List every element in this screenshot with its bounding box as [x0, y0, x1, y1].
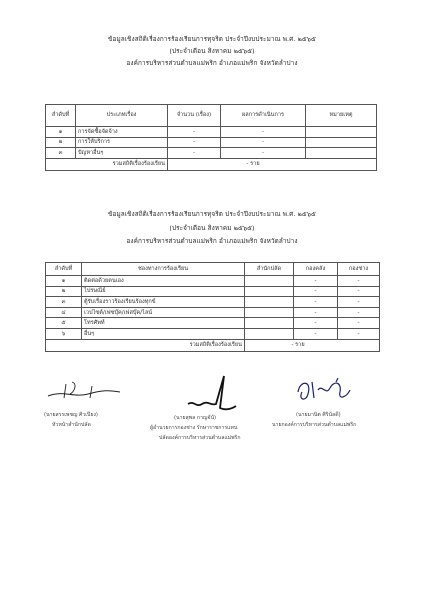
row-channel: อื่นๆ	[82, 328, 245, 339]
row-no: ๖	[46, 328, 82, 339]
row-finance: -	[294, 286, 338, 297]
row-channel: ไปรษณีย์	[82, 286, 245, 297]
row-no: ๔	[46, 307, 82, 318]
header-type: ประเภทเรื่อง	[76, 105, 168, 127]
report2-title-line3: องค์การบริหารส่วนตำบลแม่พริก อำเภอแม่พริก จังหวัดลำปาง	[126, 237, 298, 245]
row-works: -	[338, 318, 380, 329]
signature-2-name: (นายสุพล กาญจันั)	[174, 415, 217, 421]
row-count: -	[168, 148, 221, 159]
row-no: ๓	[46, 297, 82, 308]
header-remark: หมายเหตุ	[306, 105, 377, 127]
row-channel: เวปไซต์/เฟซบุ๊ค/เฟสบุ๊ค/ไลน์	[82, 307, 245, 318]
row-finance: -	[294, 328, 338, 339]
complaint-channel-table	[45, 262, 380, 352]
signature-3-title: นายกองค์การบริหารส่วนตำบลแม่พริก	[272, 422, 357, 428]
row-office	[245, 276, 294, 287]
table-row	[46, 328, 380, 339]
row-office	[245, 318, 294, 329]
row-channel: ตู้รับเรื่องราวร้องเรียนร้องทุกข์	[82, 297, 245, 308]
row-count: -	[168, 127, 221, 138]
row-channel: โทรศัพท์	[82, 318, 245, 329]
signature-2-title-line2: ปลัดองค์การบริหารส่วนตำบลแม่พริก	[159, 435, 241, 441]
complaint-type-table	[45, 104, 377, 171]
table-row	[46, 286, 380, 297]
row-result: -	[221, 148, 306, 159]
signature-1-title: หัวหน้าสำนักปลัด	[52, 422, 91, 428]
header-no: ลำดับที่	[46, 263, 82, 276]
header-count: จำนวน (เรื่อง)	[168, 105, 221, 127]
total-value: - ราย	[245, 339, 380, 351]
row-works: -	[338, 307, 380, 318]
row-finance: -	[294, 276, 338, 287]
row-no: ๓	[46, 148, 76, 159]
signature-2-title-line1: ผู้อำนวยการกองช่าง รักษาราชการแทน	[150, 425, 238, 431]
row-type: ปัญหาอื่นๆ	[76, 148, 168, 159]
row-finance: -	[294, 297, 338, 308]
row-remark	[306, 127, 377, 138]
table-header-row	[46, 263, 380, 276]
total-value: - ราย	[168, 158, 377, 170]
table-header-row	[46, 105, 377, 127]
header-works: กองช่าง	[338, 263, 380, 276]
report2-title-line2: (ประจำเดือน สิงหาคม ๒๕๖๕)	[169, 224, 255, 232]
row-no: ๒	[46, 286, 82, 297]
report1-title-line1: ข้อมูลเชิงสถิติเรื่องการร้องเรียนการทุจริต ประจำปีงบประมาณ พ.ศ. ๒๕๖๕	[108, 35, 316, 43]
signature-1-name: (นายสรรเพชญ ศิวเปียง)	[44, 412, 98, 418]
table-row	[46, 318, 380, 329]
row-no: ๒	[46, 137, 76, 148]
row-result: -	[221, 127, 306, 138]
total-label: รวมสถิติเรื่องร้องเรียน	[46, 339, 245, 351]
report1-title-line2: (ประจำเดือน สิงหาคม ๒๕๖๕)	[169, 47, 255, 55]
row-office	[245, 286, 294, 297]
row-no: ๕	[46, 318, 82, 329]
row-office	[245, 307, 294, 318]
table-row	[46, 276, 380, 287]
signature-2-image	[180, 370, 240, 414]
row-works: -	[338, 328, 380, 339]
row-count: -	[168, 137, 221, 148]
report2-title-line1: ข้อมูลเชิงสถิติเรื่องการร้องเรียนการทุจริต ประจำปีงบประมาณ พ.ศ. ๒๕๖๕	[108, 210, 316, 218]
signature-1-image	[44, 374, 124, 404]
row-no: ๑	[46, 276, 82, 287]
header-result: ผลการดำเนินการ	[221, 105, 306, 127]
row-works: -	[338, 276, 380, 287]
table-row	[46, 148, 377, 159]
row-finance: -	[294, 318, 338, 329]
report1-title-line3: องค์การบริหารส่วนตำบลแม่พริก อำเภอแม่พริก จังหวัดลำปาง	[126, 59, 298, 67]
row-works: -	[338, 297, 380, 308]
table-row	[46, 297, 380, 308]
table-total-row	[46, 158, 377, 170]
total-label: รวมสถิติเรื่องร้องเรียน	[46, 158, 168, 170]
row-office	[245, 328, 294, 339]
table-row	[46, 307, 380, 318]
header-finance: กองคลัง	[294, 263, 338, 276]
table-total-row	[46, 339, 380, 351]
table-row	[46, 137, 377, 148]
row-works: -	[338, 286, 380, 297]
row-remark	[306, 148, 377, 159]
row-type: การจัดซื้อจัดจ้าง	[76, 127, 168, 138]
row-result: -	[221, 137, 306, 148]
header-channel: ช่องทางการร้องเรียน	[82, 263, 245, 276]
row-office	[245, 297, 294, 308]
header-office: สำนักปลัด	[245, 263, 294, 276]
row-channel: ติดต่อด้วยตนเอง	[82, 276, 245, 287]
row-no: ๑	[46, 127, 76, 138]
signature-3-name: (นายมานิต ศิรินัลดี)	[296, 412, 341, 418]
header-no: ลำดับที่	[46, 105, 76, 127]
table-row	[46, 127, 377, 138]
row-remark	[306, 137, 377, 148]
row-finance: -	[294, 307, 338, 318]
signature-3-image	[292, 372, 354, 408]
row-type: การให้บริการ	[76, 137, 168, 148]
